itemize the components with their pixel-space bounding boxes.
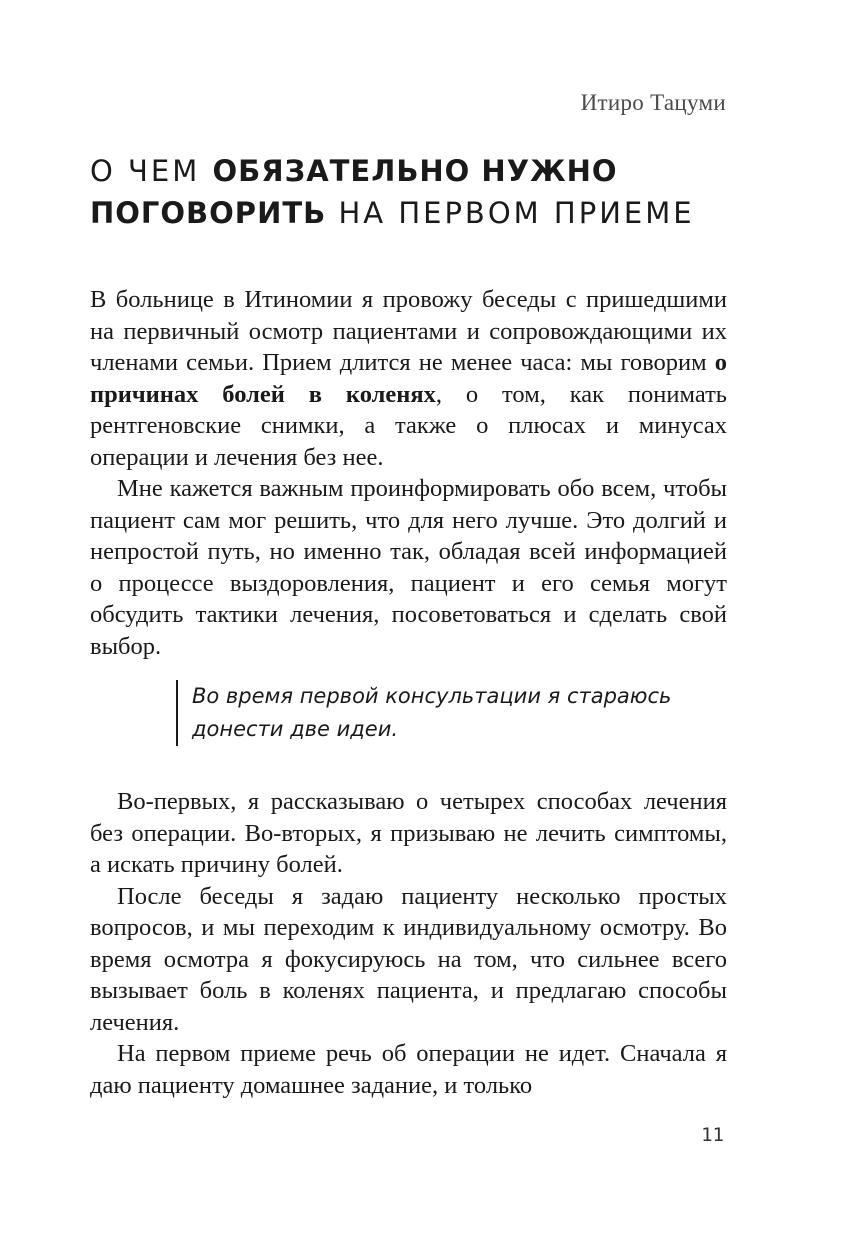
title-part-2: ОБЯЗАТЕЛЬНО НУЖНО [212, 154, 618, 188]
body-text-block-1 [90, 284, 727, 662]
paragraph-1 [90, 284, 727, 473]
title-part-3: ПОГОВОРИТЬ [90, 196, 327, 230]
title-part-4: НА ПЕРВОМ ПРИЕМЕ [326, 196, 695, 230]
title-part-1: О ЧЕМ [90, 154, 213, 188]
paragraph-5: На первом приеме речь об операции не идет. Сначала я даю пациенту домашнее задание, и только [90, 1040, 727, 1099]
paragraph-3: Во-первых, я рассказываю о четырех способах лечения без операции. Во-вторых, я призываю не лечить симптомы, а искать причину болей. [90, 788, 727, 878]
paragraph-2: Мне кажется важным проинформировать обо всем, чтобы пациент сам мог решить, что для него лучше. Это долгий и непростой путь, но именно так, обладая всей информацией о процессе выздоровления, пациент и его семья могут обсудить тактики лечения, посоветоваться и сделать свой выбор. [90, 475, 727, 660]
body-text-block-2 [90, 786, 727, 1101]
paragraph-1-end: , о том, как понимать рентгеновские снимки, а также о плюсах и минусах операции и лечения без нее. [90, 380, 727, 471]
paragraph-1-emphasis: о причинах болей в коленях [90, 349, 727, 408]
running-header-author: Итиро Тацуми [580, 90, 726, 115]
page-number: 11 [701, 1124, 724, 1146]
paragraph-1-start: В больнице в Итиномии я провожу беседы с пришедшими на первичный осмотр пациентами и сопровождающими их членами семьи. Прием длится не менее часа: мы говорим [90, 286, 727, 376]
pullquote: Во время первой консультации я стараюсь донести две идеи. [176, 680, 712, 746]
chapter-title [90, 150, 750, 234]
paragraph-4: После беседы я задаю пациенту несколько простых вопросов, и мы переходим к индивидуальному осмотру. Во время осмотра я фокусируюсь на том, что сильнее всего вызывает боль в коленях пациента, и предлагаю способы лечения. [90, 882, 727, 1036]
